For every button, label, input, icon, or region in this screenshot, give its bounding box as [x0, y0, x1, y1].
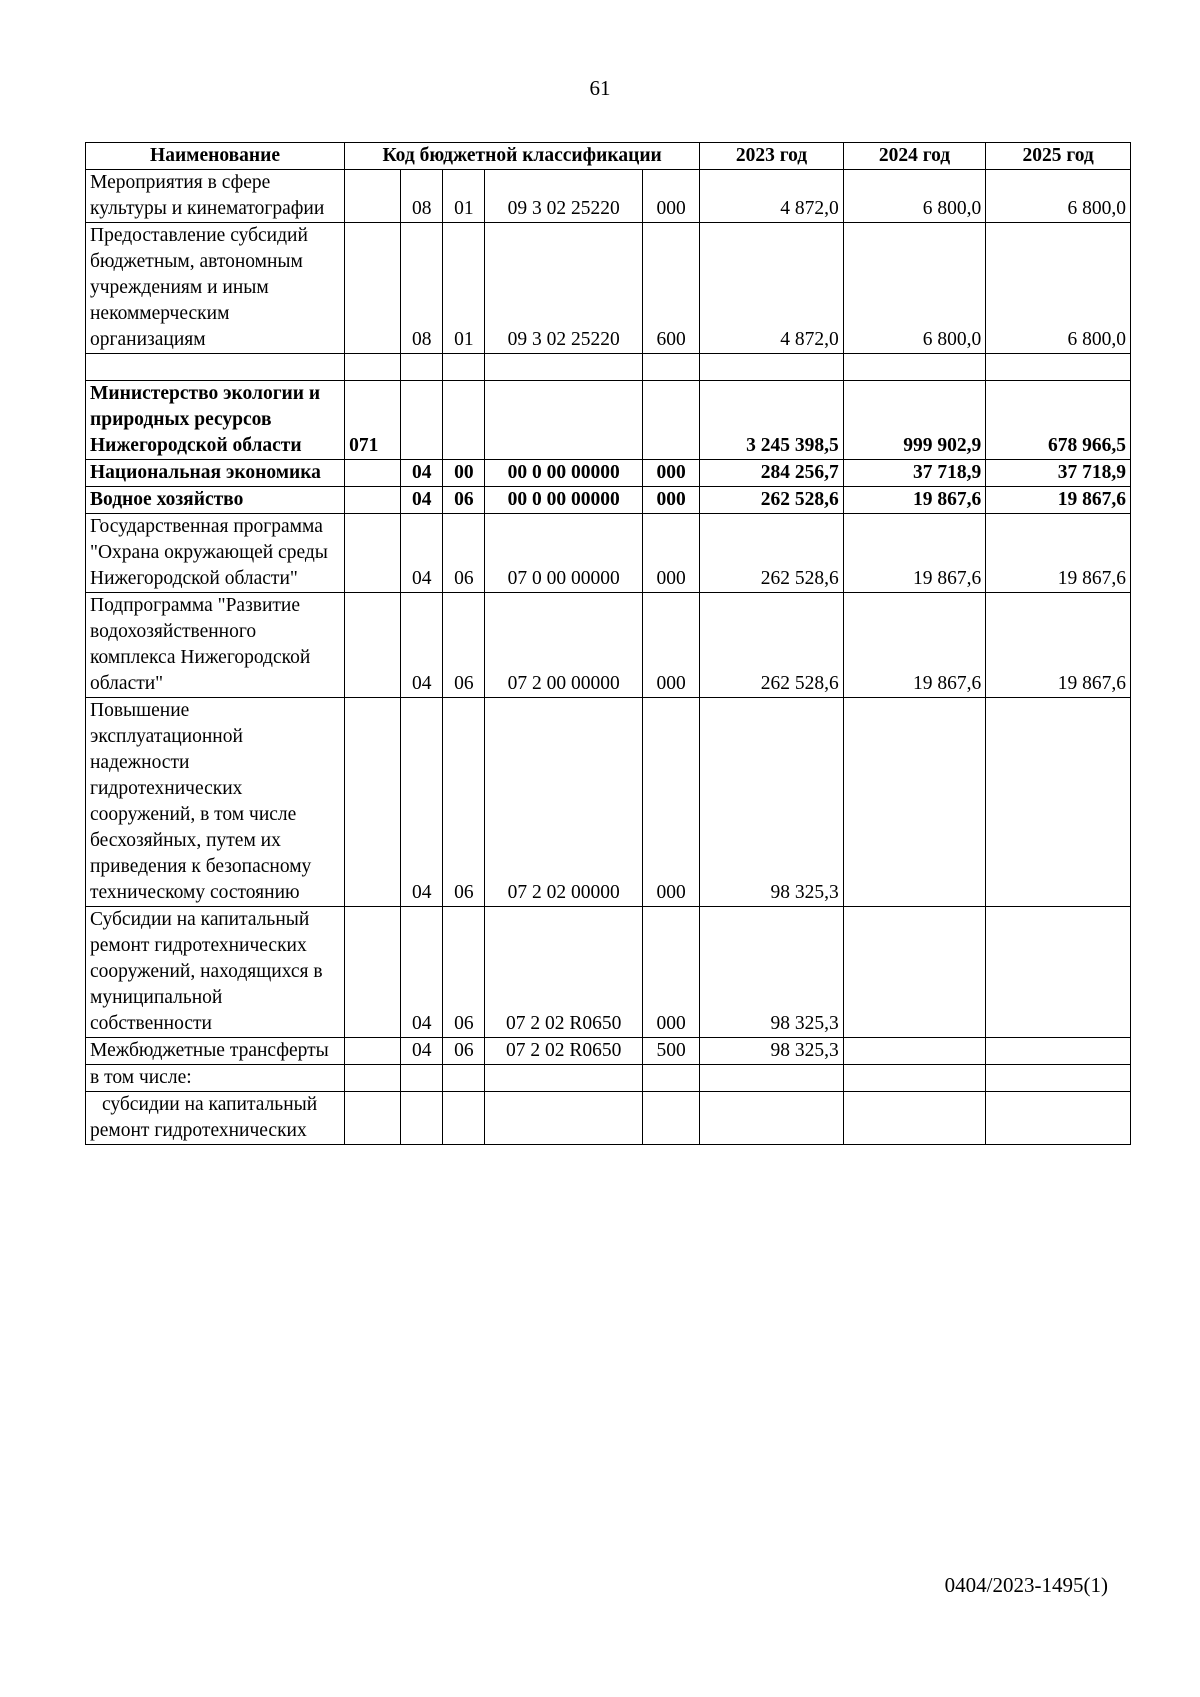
row-value-2025 — [986, 698, 1131, 907]
row-target-code — [485, 1065, 643, 1092]
row-section-code — [401, 1092, 443, 1145]
header-name: Наименование — [86, 143, 345, 170]
row-value-2024 — [843, 1092, 985, 1145]
row-subsection-code — [443, 1092, 485, 1145]
row-value-2025 — [986, 907, 1131, 1038]
row-value-2024: 6 800,0 — [843, 223, 985, 354]
row-section-code — [401, 381, 443, 460]
table-row — [86, 170, 1131, 223]
row-ministry-code — [345, 514, 401, 593]
row-value-2025: 19 867,6 — [986, 514, 1131, 593]
table-row-ministry — [86, 381, 1131, 460]
row-section-code: 04 — [401, 907, 443, 1038]
table-row — [86, 514, 1131, 593]
row-section-code: 04 — [401, 593, 443, 698]
row-section-code: 04 — [401, 460, 443, 487]
table-row — [86, 1065, 1131, 1092]
row-value-2024: 19 867,6 — [843, 487, 985, 514]
row-expense-type-code: 000 — [642, 593, 699, 698]
row-ministry-code — [345, 1038, 401, 1065]
row-value-2025 — [986, 1065, 1131, 1092]
row-value-2023 — [700, 1065, 844, 1092]
table-row — [86, 223, 1131, 354]
row-target-code — [485, 1092, 643, 1145]
row-target-code: 07 0 00 00000 — [485, 514, 643, 593]
row-target-code: 07 2 02 R0650 — [485, 1038, 643, 1065]
row-ministry-code: 071 — [345, 381, 401, 460]
row-value-2023: 284 256,7 — [700, 460, 844, 487]
row-value-2025: 6 800,0 — [986, 223, 1131, 354]
row-name: Предоставление субсидий бюджетным, автономным учреждениям и иным некоммерческим организациям — [86, 223, 345, 354]
header-code: Код бюджетной классификации — [345, 143, 700, 170]
row-value-2023: 98 325,3 — [700, 1038, 844, 1065]
row-name: Субсидии на капитальный ремонт гидротехнических сооружений, находящихся в муниципальной собственности — [86, 907, 345, 1038]
row-name: Повышение эксплуатационной надежности гидротехнических сооружений, в том числе бесхозяйных, путем их приведения к безопасному техническому состоянию — [86, 698, 345, 907]
row-subsection-code: 06 — [443, 593, 485, 698]
row-section-code: 08 — [401, 170, 443, 223]
row-section-code — [401, 1065, 443, 1092]
row-name: Национальная экономика — [86, 460, 345, 487]
row-name: Водное хозяйство — [86, 487, 345, 514]
row-ministry-code — [345, 1065, 401, 1092]
row-value-2024: 37 718,9 — [843, 460, 985, 487]
page-number: 61 — [589, 76, 611, 100]
row-name: Мероприятия в сфере культуры и кинематографии — [86, 170, 345, 223]
row-target-code: 00 0 00 00000 — [485, 460, 643, 487]
row-subsection-code: 06 — [443, 487, 485, 514]
row-value-2025: 678 966,5 — [986, 381, 1131, 460]
row-subsection-code: 06 — [443, 514, 485, 593]
row-target-code: 09 3 02 25220 — [485, 223, 643, 354]
row-subsection-code: 01 — [443, 170, 485, 223]
row-expense-type-code: 000 — [642, 698, 699, 907]
row-section-code: 04 — [401, 514, 443, 593]
row-subsection-code — [443, 354, 485, 381]
row-value-2023: 262 528,6 — [700, 487, 844, 514]
row-name-text: субсидии на капитальный ремонт гидротехнических — [90, 1094, 318, 1141]
row-value-2023: 3 245 398,5 — [700, 381, 844, 460]
table-row — [86, 460, 1131, 487]
row-value-2023: 262 528,6 — [700, 514, 844, 593]
row-section-code: 08 — [401, 223, 443, 354]
row-value-2025: 19 867,6 — [986, 487, 1131, 514]
row-value-2023: 98 325,3 — [700, 698, 844, 907]
row-expense-type-code: 000 — [642, 170, 699, 223]
row-target-code: 07 2 00 00000 — [485, 593, 643, 698]
table-row — [86, 1092, 1131, 1145]
row-value-2023: 262 528,6 — [700, 593, 844, 698]
row-expense-type-code — [642, 381, 699, 460]
row-value-2025 — [986, 354, 1131, 381]
table-row — [86, 593, 1131, 698]
header-2023: 2023 год — [700, 143, 844, 170]
row-expense-type-code: 000 — [642, 514, 699, 593]
row-value-2025 — [986, 1092, 1131, 1145]
row-value-2024: 6 800,0 — [843, 170, 985, 223]
row-target-code — [485, 354, 643, 381]
row-name: Подпрограмма "Развитие водохозяйственного комплекса Нижегородской области" — [86, 593, 345, 698]
row-expense-type-code — [642, 354, 699, 381]
row-value-2024: 999 902,9 — [843, 381, 985, 460]
row-expense-type-code — [642, 1092, 699, 1145]
row-value-2024 — [843, 907, 985, 1038]
table-header-row — [86, 143, 1131, 170]
row-name — [86, 1092, 345, 1145]
row-section-code: 04 — [401, 698, 443, 907]
row-expense-type-code: 500 — [642, 1038, 699, 1065]
row-value-2023 — [700, 1092, 844, 1145]
table-row — [86, 1038, 1131, 1065]
row-subsection-code — [443, 381, 485, 460]
row-ministry-code — [345, 593, 401, 698]
row-name — [86, 354, 345, 381]
row-target-code: 07 2 02 00000 — [485, 698, 643, 907]
row-section-code: 04 — [401, 487, 443, 514]
row-section-code: 04 — [401, 1038, 443, 1065]
table-row — [86, 698, 1131, 907]
row-target-code: 00 0 00 00000 — [485, 487, 643, 514]
row-expense-type-code: 000 — [642, 460, 699, 487]
row-subsection-code: 06 — [443, 698, 485, 907]
table-row — [86, 487, 1131, 514]
document-registration-code: 0404/2023-1495(1) — [944, 1573, 1108, 1597]
budget-table — [85, 142, 1131, 1145]
header-2025: 2025 год — [986, 143, 1131, 170]
row-ministry-code — [345, 907, 401, 1038]
table-row — [86, 907, 1131, 1038]
row-ministry-code — [345, 170, 401, 223]
row-name: Министерство экологии и природных ресурсов Нижегородской области — [86, 381, 345, 460]
row-ministry-code — [345, 487, 401, 514]
row-name: Государственная программа "Охрана окружающей среды Нижегородской области" — [86, 514, 345, 593]
row-ministry-code — [345, 354, 401, 381]
row-section-code — [401, 354, 443, 381]
row-ministry-code — [345, 460, 401, 487]
row-expense-type-code: 600 — [642, 223, 699, 354]
row-value-2024: 19 867,6 — [843, 593, 985, 698]
row-value-2024: 19 867,6 — [843, 514, 985, 593]
row-expense-type-code: 000 — [642, 487, 699, 514]
row-subsection-code: 06 — [443, 1038, 485, 1065]
row-expense-type-code — [642, 1065, 699, 1092]
row-value-2023 — [700, 354, 844, 381]
row-ministry-code — [345, 698, 401, 907]
table-row-empty — [86, 354, 1131, 381]
row-expense-type-code: 000 — [642, 907, 699, 1038]
row-subsection-code — [443, 1065, 485, 1092]
row-value-2024 — [843, 698, 985, 907]
row-value-2023: 4 872,0 — [700, 223, 844, 354]
row-value-2025: 6 800,0 — [986, 170, 1131, 223]
row-name: Межбюджетные трансферты — [86, 1038, 345, 1065]
header-2024: 2024 год — [843, 143, 985, 170]
row-name: в том числе: — [86, 1065, 345, 1092]
row-ministry-code — [345, 1092, 401, 1145]
row-value-2024 — [843, 354, 985, 381]
row-target-code: 09 3 02 25220 — [485, 170, 643, 223]
row-subsection-code: 01 — [443, 223, 485, 354]
row-value-2025 — [986, 1038, 1131, 1065]
row-value-2024 — [843, 1038, 985, 1065]
row-target-code — [485, 381, 643, 460]
row-subsection-code: 00 — [443, 460, 485, 487]
row-subsection-code: 06 — [443, 907, 485, 1038]
row-target-code: 07 2 02 R0650 — [485, 907, 643, 1038]
row-ministry-code — [345, 223, 401, 354]
row-value-2025: 37 718,9 — [986, 460, 1131, 487]
row-value-2023: 98 325,3 — [700, 907, 844, 1038]
row-value-2023: 4 872,0 — [700, 170, 844, 223]
row-value-2025: 19 867,6 — [986, 593, 1131, 698]
row-value-2024 — [843, 1065, 985, 1092]
